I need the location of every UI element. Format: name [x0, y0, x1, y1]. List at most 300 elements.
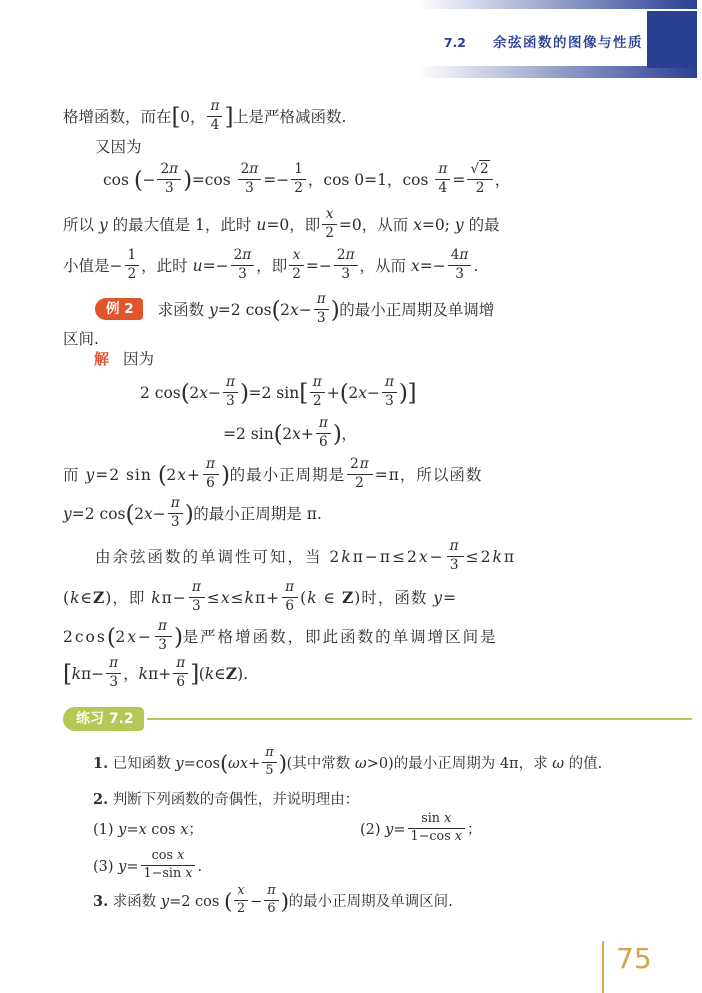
- math-variable: π: [359, 456, 370, 473]
- text-run: 2: [282, 425, 293, 443]
- text-run: −: [142, 171, 156, 189]
- paragraph-solution-start: [63, 347, 702, 371]
- denominator: [448, 266, 472, 282]
- math-variable: y: [118, 859, 127, 875]
- math-char: 6: [206, 474, 216, 491]
- text-run: +: [248, 756, 261, 772]
- denominator: [203, 475, 219, 491]
- paragraph-monotonicity-line1: [63, 534, 702, 580]
- math-char: 2: [127, 265, 137, 282]
- page-number: 75: [616, 942, 652, 975]
- text-run: (: [198, 665, 205, 683]
- text-run: 判断下列函数的奇偶性，并说明理由：: [108, 792, 360, 808]
- equation-transform-line2: [63, 412, 702, 457]
- denominator: [264, 901, 278, 916]
- math-variable: x: [177, 848, 185, 864]
- fraction: [141, 849, 196, 881]
- math-delimiter: (: [339, 379, 349, 407]
- equation-final-interval: [63, 650, 702, 699]
- numerator: [334, 248, 358, 265]
- denominator: [408, 829, 465, 844]
- text-run: π−: [80, 665, 105, 683]
- numerator: [289, 248, 304, 265]
- solution-because-text: [123, 350, 154, 368]
- text-run: (其中常数: [286, 756, 355, 772]
- fraction: [173, 656, 188, 690]
- math-variable: k: [341, 548, 353, 566]
- fraction: [316, 416, 331, 450]
- math-variable: y: [118, 822, 127, 838]
- paragraph-monotonic-intro: [63, 96, 702, 139]
- text-run: 所以: [63, 216, 99, 234]
- text-run: π−π≤2: [352, 548, 419, 566]
- math-char: 2: [160, 161, 170, 178]
- fraction: [264, 884, 278, 916]
- text-run: 已知函数: [108, 756, 176, 772]
- math-char: 5: [265, 762, 274, 778]
- math-variable: x: [143, 505, 153, 523]
- exercise-question-3: [63, 878, 702, 926]
- math-delimiter: [: [299, 379, 308, 407]
- numerator: [189, 580, 205, 597]
- numerator: [467, 162, 492, 179]
- paragraph-example-statement: [63, 290, 702, 331]
- numerator: [106, 656, 121, 673]
- math-char: 2: [233, 247, 243, 264]
- text-run: (2): [360, 822, 386, 838]
- bold-run: Z: [341, 588, 355, 607]
- math-variable: π: [242, 247, 252, 264]
- math-char: 2: [312, 392, 322, 409]
- math-delimiter: [: [171, 103, 181, 131]
- math-variable: y: [98, 216, 108, 234]
- math-variable: k: [151, 589, 162, 607]
- text-run: −: [429, 548, 445, 566]
- math-variable: y: [175, 756, 184, 772]
- footer-accent-line: [602, 941, 604, 993]
- text-run: =: [126, 859, 139, 875]
- math-variable: x: [138, 822, 147, 838]
- math-char: −: [151, 865, 163, 881]
- example-badge: 例 2: [95, 298, 143, 320]
- text-run: (1): [93, 822, 119, 838]
- math-variable: x: [410, 257, 420, 275]
- text-run: =−: [202, 257, 229, 275]
- denominator: [238, 180, 262, 196]
- text-run: =2 sin: [223, 425, 274, 443]
- text-run: =2 sin: [95, 466, 158, 484]
- text-run: 求函数: [157, 301, 210, 319]
- text-run: ≤: [230, 589, 245, 607]
- paragraph-period-result: [63, 492, 702, 537]
- fraction: [435, 162, 450, 196]
- denominator: [173, 674, 188, 690]
- numerator: [207, 99, 222, 116]
- text-run: 2: [115, 628, 128, 646]
- math-char: 3: [316, 309, 326, 326]
- math-char: 3: [192, 597, 202, 614]
- math-variable: x: [127, 628, 139, 646]
- fraction: [223, 375, 238, 409]
- text-run: =cos: [183, 756, 221, 772]
- math-char: 3: [158, 636, 169, 653]
- math-variable: π: [316, 291, 326, 308]
- denominator: [157, 180, 181, 196]
- math-variable: y: [454, 216, 464, 234]
- math-variable: π: [176, 655, 186, 672]
- numerator: [316, 416, 331, 433]
- bold-run: 3.: [93, 893, 109, 910]
- bold-run: Z: [92, 588, 106, 607]
- math-variable: x: [454, 828, 462, 844]
- math-delimiter: ): [183, 166, 192, 194]
- math-char: 3: [449, 556, 461, 573]
- text-run: 2: [280, 301, 290, 319]
- text-run: 而: [63, 466, 86, 484]
- text-run: −: [298, 301, 312, 319]
- math-char: 2: [236, 900, 246, 916]
- text-run: 是严格增函数，即此函数的单调增区间是: [182, 628, 498, 646]
- fraction: [382, 375, 397, 409]
- text-run: =0，即: [266, 216, 321, 234]
- text-run: 2 cos: [140, 384, 181, 402]
- math-char: 6: [285, 597, 295, 614]
- math-variable: y: [85, 466, 96, 484]
- function-name: cos: [151, 848, 174, 864]
- example-statement-text: [157, 291, 495, 326]
- denominator: [289, 266, 304, 282]
- math-variable: π: [449, 538, 461, 555]
- math-variable: k: [71, 665, 81, 683]
- text-run: ，: [494, 171, 511, 189]
- numerator: [408, 812, 465, 828]
- denominator: [382, 393, 397, 409]
- denominator: [316, 434, 331, 450]
- text-run: π+: [148, 665, 172, 683]
- text-run: −: [152, 505, 166, 523]
- math-char: 3: [226, 392, 235, 409]
- text-run: ，从而: [359, 257, 411, 275]
- math-delimiter: ): [278, 751, 287, 777]
- text-run: 的最小正周期是 π.: [193, 505, 322, 523]
- text-run: −: [366, 384, 380, 402]
- math-delimiter: (: [180, 379, 190, 407]
- text-run: =2 cos: [169, 894, 224, 910]
- math-variable: π: [459, 247, 469, 264]
- math-delimiter: ]: [407, 379, 417, 407]
- math-char: 6: [267, 900, 276, 916]
- math-variable: π: [345, 247, 355, 264]
- text-run: ≤2: [465, 548, 493, 566]
- text-run: =2 cos: [71, 505, 126, 523]
- radical-sign: √: [470, 161, 480, 178]
- text-run: cos: [146, 822, 181, 838]
- numerator: [291, 162, 306, 179]
- fraction: [207, 99, 222, 133]
- math-delimiter: (: [271, 296, 281, 324]
- function-name: cos: [429, 828, 451, 844]
- math-delimiter: (: [223, 889, 232, 915]
- numerator: [347, 457, 373, 474]
- text-run: (3): [93, 859, 119, 875]
- fraction: [231, 248, 255, 282]
- math-variable: x: [292, 425, 301, 443]
- text-run: 2: [166, 466, 178, 484]
- math-variable: π: [249, 161, 259, 178]
- math-variable: k: [138, 665, 149, 683]
- denominator: [282, 598, 298, 614]
- radicand: [479, 160, 490, 177]
- math-variable: π: [225, 374, 235, 391]
- math-variable: k: [307, 589, 318, 607]
- text-run: 的最大值是 1，此时: [107, 216, 257, 234]
- math-char: 6: [176, 673, 186, 690]
- numerator: [155, 619, 172, 636]
- text-run: ；: [466, 822, 482, 838]
- math-variable: x: [358, 384, 367, 402]
- math-delimiter: ]: [190, 660, 199, 688]
- numerator: [382, 375, 397, 392]
- text-run: −: [250, 894, 263, 910]
- math-variable: y: [385, 822, 394, 838]
- math-char: 2: [355, 474, 365, 491]
- text-run: ，即: [256, 257, 288, 275]
- fraction: [334, 248, 358, 282]
- paragraph-monotonicity-line2: [63, 576, 702, 620]
- math-char: 3: [245, 179, 254, 196]
- numerator: [448, 248, 472, 265]
- fraction: [291, 162, 306, 196]
- math-char: −: [418, 828, 430, 844]
- equation-cos-values: [63, 157, 702, 204]
- math-variable: x: [444, 811, 452, 827]
- math-char: 3: [341, 265, 351, 282]
- math-variable: u: [256, 216, 267, 234]
- text-run: ，cos 0=1，cos: [307, 171, 434, 189]
- denominator: [291, 180, 306, 196]
- denominator: [467, 180, 492, 196]
- math-delimiter: ): [330, 296, 340, 324]
- math-delimiter: ): [280, 889, 289, 915]
- math-variable: x: [292, 247, 301, 264]
- fraction: [106, 656, 121, 690]
- math-delimiter: (: [106, 623, 116, 651]
- denominator: [106, 674, 121, 690]
- math-variable: π: [206, 456, 216, 473]
- fraction: [262, 746, 276, 778]
- math-variable: x: [413, 216, 422, 234]
- math-delimiter: ): [174, 623, 183, 651]
- text-run: π: [503, 548, 517, 566]
- exercise-badge: 练习 7.2: [63, 707, 144, 731]
- text-run: =π，所以函数: [374, 466, 483, 484]
- fraction: [447, 539, 464, 573]
- text-run: =cos: [191, 171, 236, 189]
- exercise-header: [63, 707, 692, 731]
- numerator: [435, 162, 450, 179]
- denominator: [334, 266, 358, 282]
- math-variable: y: [209, 301, 218, 319]
- math-variable: π: [384, 374, 394, 391]
- text-run: (: [63, 589, 71, 607]
- text-run: 2: [348, 384, 359, 402]
- math-variable: y: [63, 505, 72, 523]
- denominator: [262, 763, 276, 778]
- math-delimiter: ): [332, 420, 342, 448]
- numerator: [231, 248, 255, 265]
- numerator: [203, 457, 219, 474]
- math-variable: π: [312, 374, 322, 391]
- text-run: =−: [305, 257, 332, 275]
- text-run: =2 cos: [217, 301, 272, 319]
- math-char: 1: [127, 247, 137, 264]
- denominator: [447, 557, 464, 573]
- numerator: [282, 580, 298, 597]
- text-run: 2cos: [63, 628, 107, 646]
- fraction: [322, 207, 337, 241]
- numerator: [157, 162, 181, 179]
- denominator: [322, 225, 337, 241]
- text-run: 0，: [180, 108, 206, 126]
- math-delimiter: (: [133, 166, 143, 194]
- numerator: [141, 849, 196, 865]
- math-variable: π: [170, 495, 180, 512]
- text-run: π−: [161, 589, 187, 607]
- solve-label: 解: [94, 350, 110, 368]
- fraction: [408, 812, 465, 844]
- text-run: ，: [341, 425, 357, 443]
- math-variable: y: [160, 894, 170, 910]
- math-delimiter: (: [220, 751, 229, 777]
- math-variable: π: [318, 415, 328, 432]
- math-variable: ω: [552, 756, 565, 772]
- math-delimiter: ): [220, 461, 230, 489]
- text-run: −: [138, 628, 154, 646]
- text-run: 小值是−: [63, 257, 123, 275]
- fraction: [314, 292, 329, 326]
- math-char: 3: [455, 265, 464, 282]
- denominator: [125, 266, 140, 282]
- math-char: 1: [294, 161, 303, 178]
- text-run: .: [473, 257, 479, 275]
- text-run: 的最小正周期及单调增: [339, 301, 495, 319]
- text-run: ，: [123, 665, 139, 683]
- math-delimiter: (: [157, 461, 167, 489]
- text-run: +: [187, 466, 202, 484]
- text-run: =−: [419, 257, 446, 275]
- text-run: 2: [189, 384, 200, 402]
- text-run: =0;: [421, 216, 455, 234]
- math-char: 3: [164, 179, 174, 196]
- text-run: 又因为: [95, 138, 142, 156]
- numerator: [310, 375, 325, 392]
- math-char: 3: [238, 265, 247, 282]
- text-run: −: [207, 384, 221, 402]
- denominator: [207, 117, 222, 133]
- equation-transform-line1: [63, 369, 702, 418]
- fraction: [168, 496, 183, 530]
- denominator: [310, 393, 325, 409]
- math-variable: x: [237, 883, 245, 899]
- math-delimiter: ): [184, 500, 194, 528]
- page-content: [63, 0, 702, 993]
- fraction: [234, 884, 248, 916]
- math-char: 1: [143, 865, 152, 881]
- numerator: [223, 375, 238, 392]
- text-run: 的值.: [564, 756, 603, 772]
- text-run: 2: [134, 505, 144, 523]
- numerator: [262, 746, 276, 762]
- math-variable: π: [169, 161, 179, 178]
- fraction: [282, 580, 298, 614]
- math-char: 2: [240, 161, 250, 178]
- math-char: 3: [109, 673, 118, 690]
- numerator: [314, 292, 329, 309]
- math-delimiter: [: [63, 660, 72, 688]
- math-char: 2: [294, 179, 303, 196]
- text-run: ≤: [206, 589, 221, 607]
- denominator: [314, 310, 329, 326]
- math-delimiter: ]: [224, 103, 234, 131]
- text-run: =: [393, 822, 406, 838]
- function-name: sin: [162, 865, 182, 881]
- text-run: +: [326, 384, 340, 402]
- text-run: ∈: [317, 589, 342, 607]
- math-variable: ω: [354, 756, 367, 772]
- text-run: =−: [263, 171, 290, 189]
- math-variable: π: [267, 883, 276, 899]
- denominator: [435, 180, 450, 196]
- math-variable: π: [438, 161, 448, 178]
- denominator: [189, 598, 205, 614]
- paragraph-max-value: [63, 205, 702, 245]
- section-number: 7.2: [443, 35, 466, 50]
- math-delimiter: (: [125, 500, 135, 528]
- fraction: [125, 248, 140, 282]
- fraction: [467, 162, 492, 196]
- math-variable: x: [177, 466, 188, 484]
- math-variable: k: [244, 589, 255, 607]
- math-variable: π: [191, 579, 202, 596]
- math-char: 3: [385, 392, 394, 409]
- exercise-question-1: [63, 740, 702, 788]
- math-variable: π: [210, 98, 220, 115]
- math-char: 2: [350, 456, 360, 473]
- fraction: [157, 162, 181, 196]
- function-name: sin: [421, 811, 441, 827]
- numerator: [168, 496, 183, 513]
- numerator: [322, 207, 337, 224]
- text-run: cos: [103, 171, 134, 189]
- text-run: 上是严格减函数.: [233, 108, 347, 126]
- math-variable: u: [192, 257, 203, 275]
- text-run: =0，从而: [338, 216, 414, 234]
- bold-run: 2.: [93, 791, 109, 808]
- text-run: 的最小正周期及单调区间.: [288, 894, 453, 910]
- text-run: .: [197, 859, 203, 875]
- denominator: [231, 266, 255, 282]
- text-run: =: [443, 589, 458, 607]
- denominator: [234, 901, 248, 916]
- text-run: π+: [254, 589, 281, 607]
- text-run: 的最小正周期是: [229, 466, 346, 484]
- fraction: [448, 248, 472, 282]
- text-run: 区间.: [63, 330, 99, 348]
- math-char: 6: [319, 433, 328, 450]
- math-delimiter: (: [273, 420, 283, 448]
- math-char: 4: [210, 116, 220, 133]
- denominator: [347, 475, 373, 491]
